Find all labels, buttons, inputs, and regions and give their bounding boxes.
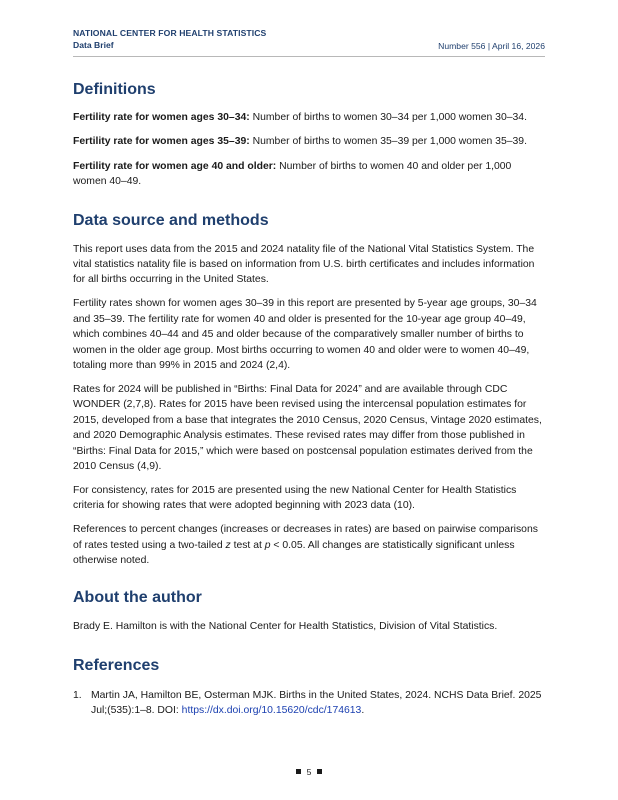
italic-variable: p — [264, 539, 271, 551]
definition-text: Number of births to women 35–39 per 1,000 women 35–39. — [249, 136, 527, 148]
definition-item — [73, 134, 547, 149]
methods-paragraph: This report uses data from the 2015 and 2024 natality file of the National Vital Statistics System. The vital statistics natality file is based on information from U.S. birth certificates and includes information for all births occurring in the United States. — [73, 243, 535, 286]
methods-heading: Data source and methods — [73, 211, 269, 229]
doi-link[interactable]: https://dx.doi.org/10.15620/cdc/174613 — [181, 705, 362, 717]
author-heading: About the author — [73, 589, 202, 607]
page-footer — [0, 767, 618, 777]
square-bullet-icon — [296, 769, 301, 774]
methods-paragraph: Rates for 2024 will be published in “Births: Final Data for 2024” and are available through CDC WONDER (2,7,8). Rates for 2015 have been revised using the intercensal population estimates for 2015, developed from a base that integrates the 2010 Census, 2020 Census, Vintage 2020 estimates, and 2020 Demographic Analysis estimates. These revised rates may differ from those published in “Births: Final Data for 2015,” which were based on postcensal population estimates derived from the 2010 Census (4,9). — [73, 383, 542, 472]
text-span: test at — [230, 539, 265, 551]
page-number: 5 — [306, 767, 312, 777]
issue-info: Number 556 | April 16, 2026 — [438, 41, 545, 51]
definition-term: Fertility rate for women ages 30–34: — [73, 112, 250, 123]
publication-series: Data Brief — [73, 40, 114, 50]
references-heading: References — [73, 656, 160, 674]
text-span: References to percent changes (increases or decreases in rates) are based on pairwise comparisons of rates tested using a two-tailed — [73, 524, 538, 551]
definition-term: Fertility rate for women age 40 and older: — [73, 160, 277, 172]
methods-paragraph — [73, 522, 547, 568]
methods-paragraph: For consistency, rates for 2015 are presented using the new National Center for Health Statistics criteria for showing rates that were adopted beginning with 2023 data (10). — [73, 484, 517, 512]
square-bullet-icon — [317, 769, 322, 774]
definition-text: Number of births to women 40 and older per 1,000 women 40–49. — [73, 160, 512, 188]
text-span: . — [361, 705, 365, 717]
text-span: < 0.05. All changes are statistically significant unless otherwise noted. — [73, 539, 515, 566]
header-divider — [73, 56, 545, 57]
text-span: Martin JA, Hamilton BE, Osterman MJK. Births in the United States, 2024. NCHS Data Brief. 2025 Jul;(535):1–8. DOI: — [91, 689, 542, 717]
reference-number: 1. — [73, 689, 82, 701]
italic-variable: z — [225, 539, 231, 551]
definition-term: Fertility rate for women ages 35–39: — [73, 136, 250, 148]
page-header — [73, 28, 545, 50]
definition-item — [73, 159, 547, 190]
reference-item — [73, 688, 547, 719]
methods-paragraph: Fertility rates shown for women ages 30–39 in this report are presented by 5-year age groups, 30–34 and 35–39. The fertility rate for women 40 and older is presented for the 10-year age group 40–49, which combines 40–44 and 45 and older because of the comparatively smaller number of births to women in the older age group. Most births occurring to women 40 and older were to women 40–49, totaling more than 99% in 2015 and 2024 (2,4). — [73, 298, 537, 371]
main-content — [73, 80, 547, 719]
author-text: Brady E. Hamilton is with the National Center for Health Statistics, Division of Vital Statistics. — [73, 621, 498, 633]
definition-text: Number of births to women 30–34 per 1,000 women 30–34. — [249, 112, 527, 123]
definition-item — [73, 110, 547, 125]
definitions-heading: Definitions — [73, 81, 156, 98]
agency-name: NATIONAL CENTER FOR HEALTH STATISTICS — [73, 28, 267, 38]
reference-text — [91, 688, 547, 719]
